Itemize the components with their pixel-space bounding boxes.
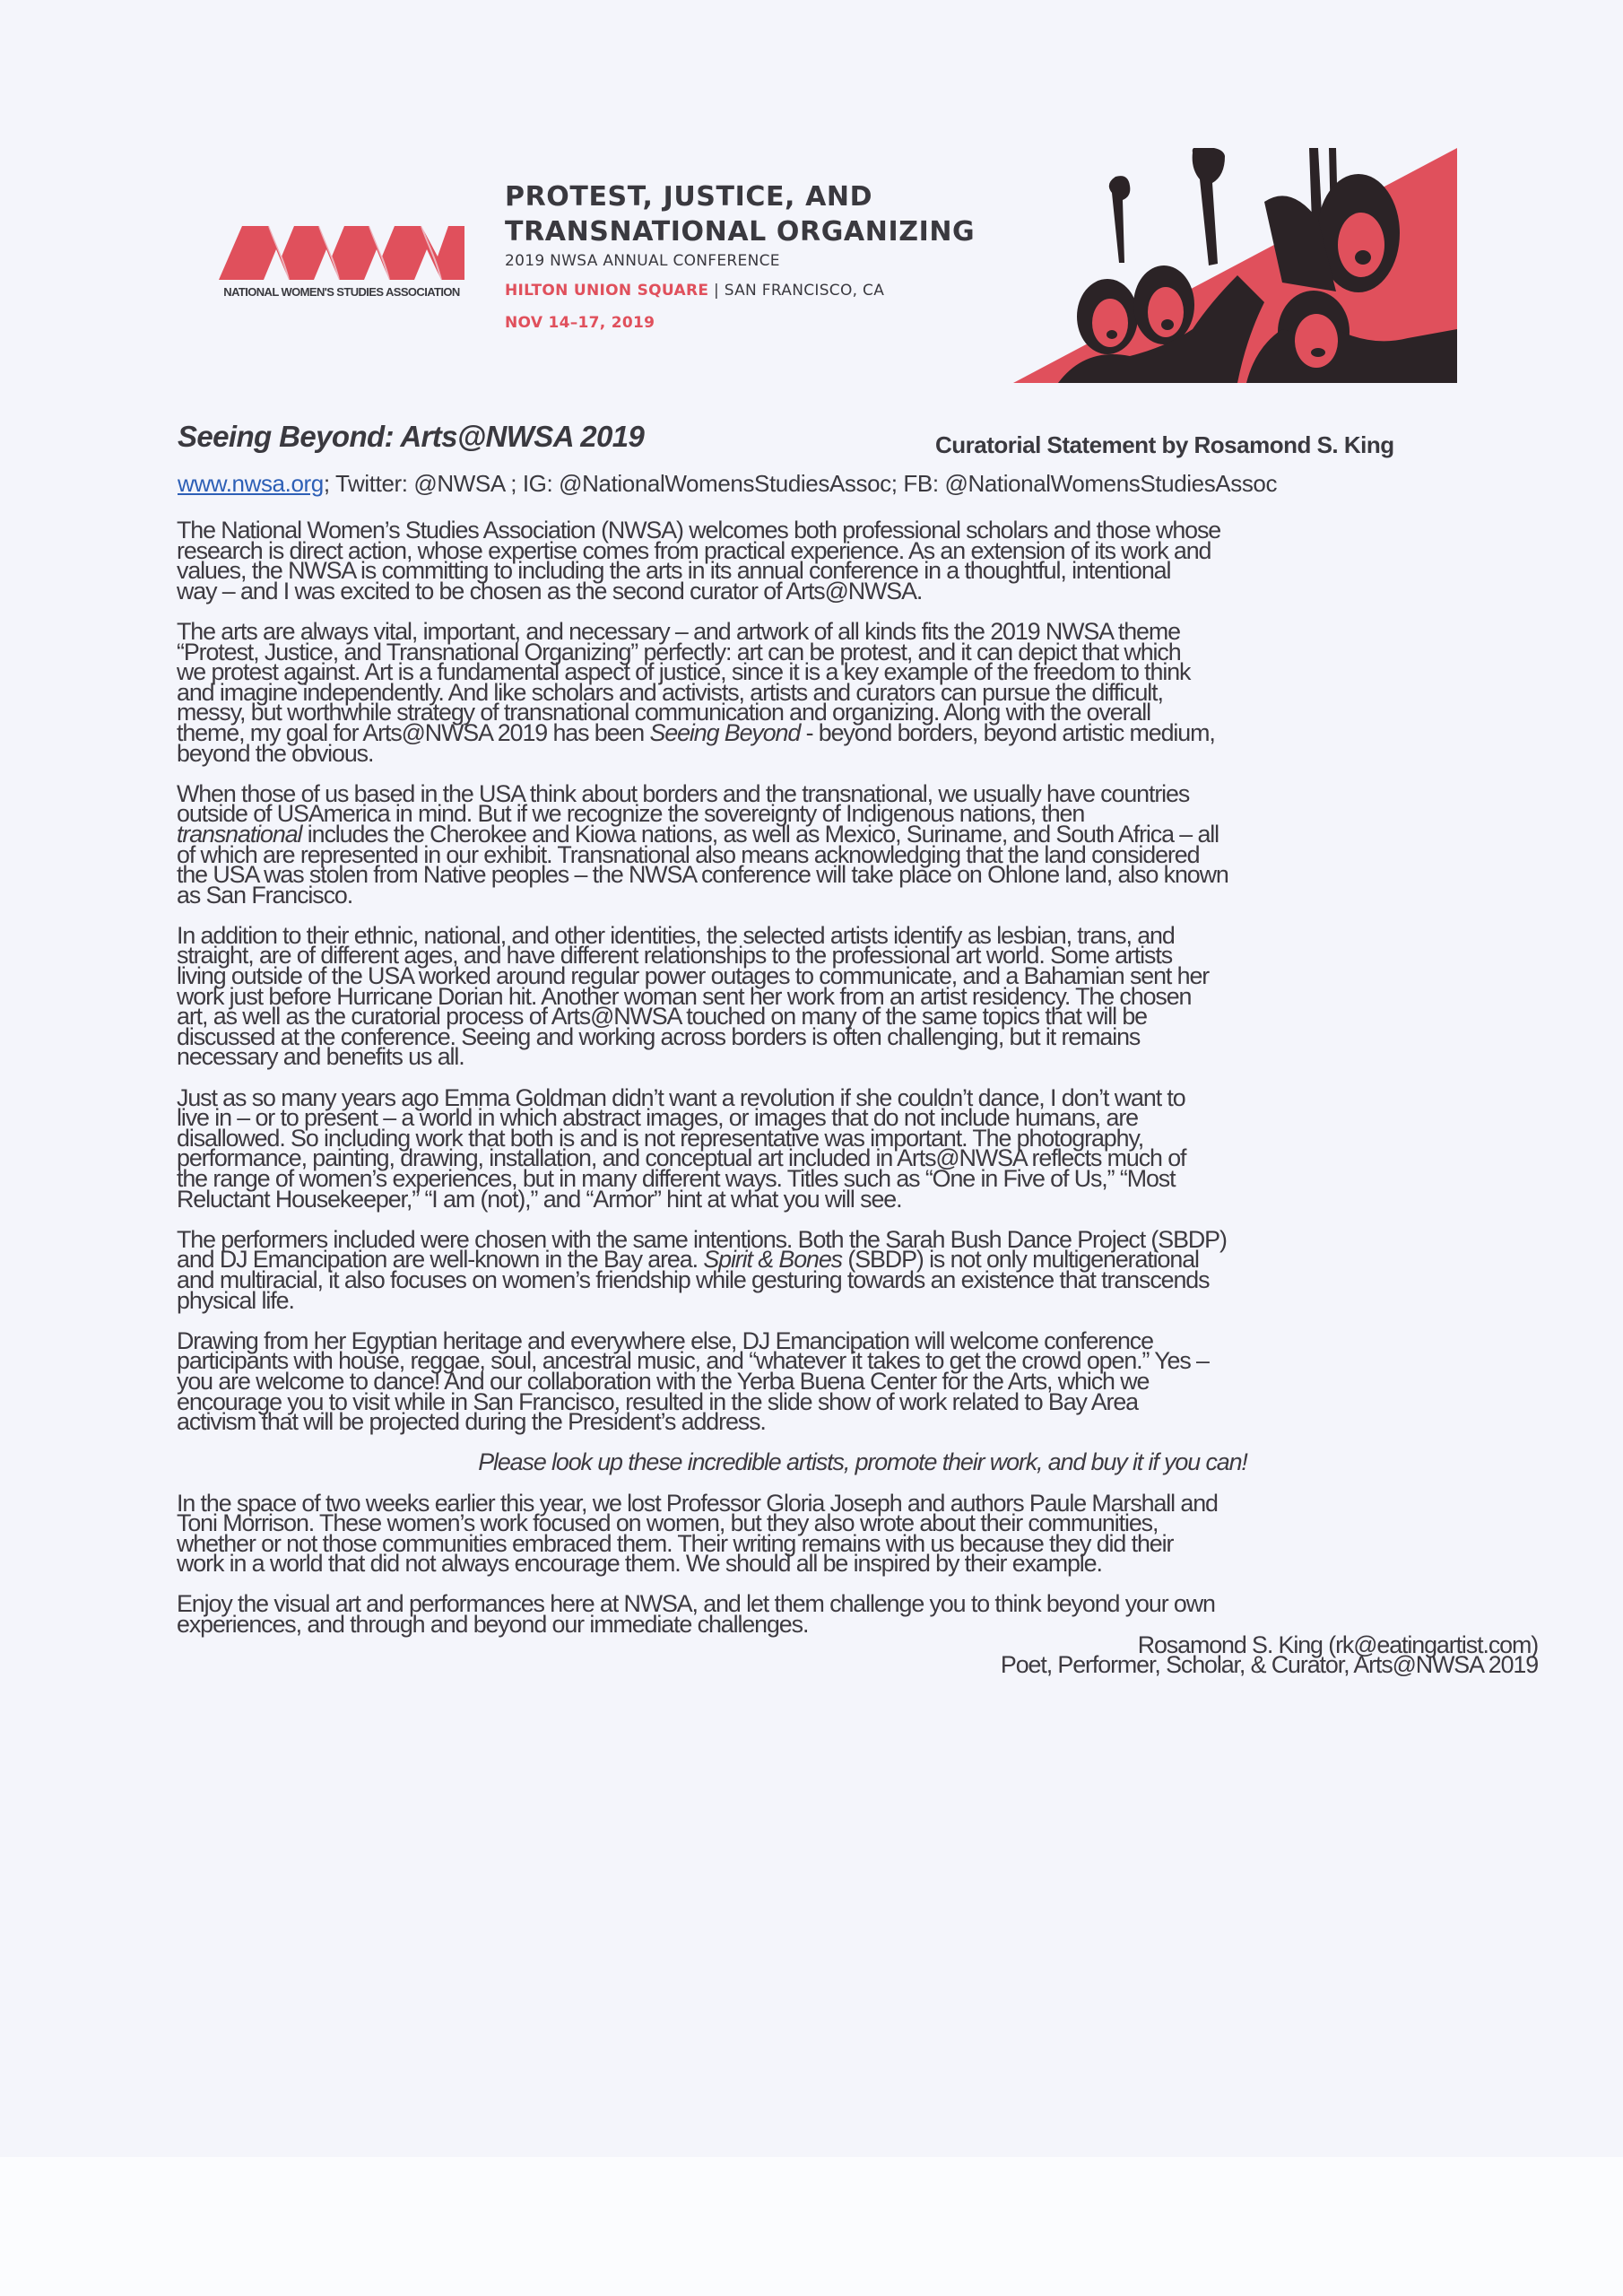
signature-name: Rosamond S. King (rk@eatingartist.com) — [1137, 1631, 1539, 1658]
paragraph-line: work in a world that did not always encourage them. We should all be inspired by their example. — [177, 1550, 1102, 1578]
paragraph-line: you are welcome to dance! And our collaboration with the Yerba Buena Center for the Arts, which we — [177, 1367, 1150, 1395]
paragraph-line: When those of us based in the USA think about borders and the transnational, we usually have countries — [177, 779, 1190, 807]
page-bottom-margin — [0, 2157, 1623, 2296]
paragraph — [177, 517, 1549, 604]
paragraph-line: living outside of the USA worked around regular power outages to communicate, and a Bahamian sent her — [177, 962, 1210, 990]
document-title: Seeing Beyond: Arts@NWSA 2019 — [178, 420, 645, 453]
paragraph — [177, 1590, 1549, 1639]
paragraph-line: performance, painting, drawing, installation, and conceptual art included in Arts@NWSA reflects much of — [177, 1144, 1186, 1172]
logo-caption: NATIONAL WOMEN'S STUDIES ASSOCIATION — [223, 285, 460, 299]
paragraph-line: as San Francisco. — [177, 881, 353, 909]
paragraph-line: participants with house, reggae, soul, ancestral music, and “whatever it takes to get the crowd open.” Yes – — [177, 1347, 1209, 1375]
paragraph-line: messy, but worthwhile strategy of transnational communication and organizing. Along with the overall — [177, 699, 1151, 726]
paragraph-line: activism that will be projected during the President’s address. — [177, 1408, 766, 1436]
italic-phrase: Seeing Beyond — [649, 718, 801, 746]
paragraph — [177, 1326, 1549, 1436]
paragraph-line: disallowed. So including work that both is and is not representative was important. The photography, — [177, 1124, 1144, 1152]
conference-title-line2: TRANSNATIONAL ORGANIZING — [505, 216, 976, 248]
line-segment: includes the Cherokee and Kiowa nations, as well as Mexico, Suriname, and South Africa – all — [301, 820, 1219, 848]
conference-info — [505, 179, 975, 332]
paragraph-line — [177, 718, 1540, 746]
paragraph — [177, 617, 1549, 767]
social-handles: ; Twitter: @NWSA ; IG: @NationalWomensStudiesAssoc; FB: @NationalWomensStudiesAssoc — [323, 470, 1278, 497]
paragraph-line: live in – or to present – a world in which abstract images, or images that do not include humans, are — [177, 1104, 1139, 1132]
paragraph-line: research is direct action, whose expertise comes from practical experience. As an extension of its work and — [177, 536, 1211, 564]
conference-dates: NOV 14–17, 2019 — [505, 314, 655, 332]
line-segment: - beyond borders, beyond artistic medium, — [800, 718, 1215, 746]
conference-title-line1: PROTEST, JUSTICE, AND — [505, 181, 873, 213]
paragraph-line: “Protest, Justice, and Transnational Organizing” perfectly: art can be protest, and it can depict that which — [177, 638, 1181, 665]
conference-venue — [505, 282, 975, 300]
paragraph-line: discussed at the conference. Seeing and working across borders is often challenging, but it remains — [177, 1022, 1141, 1050]
line-segment: (SBDP) is not only multigenerational — [841, 1246, 1199, 1274]
paragraph — [177, 921, 1549, 1071]
callout-text: Please look up these incredible artists, promote their work, and buy it if you can! — [478, 1448, 1247, 1476]
line-segment: theme, my goal for Arts@NWSA 2019 has been — [177, 718, 650, 746]
paragraph-line: experiences, and through and beyond our immediate challenges. — [177, 1611, 809, 1639]
signature-role: Poet, Performer, Scholar, & Curator, Arts@NWSA 2019 — [1000, 1651, 1539, 1679]
contact-links — [178, 470, 1541, 498]
conference-subtitle: 2019 NWSA ANNUAL CONFERENCE — [505, 252, 780, 270]
paragraph-line: necessary and benefits us all. — [177, 1043, 464, 1071]
paragraph-line: way – and I was excited to be chosen as the second curator of Arts@NWSA. — [177, 577, 923, 604]
italic-phrase: transnational — [177, 820, 302, 848]
venue-name: HILTON UNION SQUARE — [505, 282, 709, 300]
statement-body — [177, 517, 1549, 1679]
paragraph-line: Just as so many years ago Emma Goldman didn’t want a revolution if she couldn’t dance, I don’t want to — [177, 1083, 1185, 1111]
paragraph-line: and imagine independently. And like scholars and activists, artists and curators can pursue the difficult, — [177, 678, 1163, 706]
paragraph — [177, 779, 1549, 909]
paragraph-line: we protest against. Art is a fundamental aspect of justice, since it is a key example of the freedom to think — [177, 658, 1191, 686]
paragraph-line: In the space of two weeks earlier this year, we lost Professor Gloria Joseph and authors Paule Marshall and — [177, 1489, 1218, 1517]
paragraph — [177, 1083, 1549, 1213]
paragraph-line: work just before Hurricane Dorian hit. Another woman sent her work from an artist residency. The chosen — [177, 982, 1192, 1010]
paragraph-line: art, as well as the curatorial process of Arts@NWSA touched on many of the same topics that will be — [177, 1003, 1147, 1031]
paragraph-line: the range of women’s experiences, but in many different ways. Titles such as “One in Five of Us,” “Most — [177, 1165, 1176, 1192]
line-segment: and DJ Emancipation are well-known in the Bay area. — [177, 1246, 704, 1274]
nwsa-logo-mark-icon — [219, 222, 464, 282]
website-link[interactable]: www.nwsa.org — [178, 470, 324, 497]
paragraph-line: and multiracial, it also focuses on women’s friendship while gesturing towards an existence that transcends — [177, 1265, 1210, 1293]
document-subtitle: Curatorial Statement by Rosamond S. King — [935, 431, 1394, 458]
paragraph-line: whether or not those communities embraced them. Their writing remains with us because they did their — [177, 1529, 1174, 1557]
protest-banner-image — [1013, 148, 1457, 383]
paragraph-line: Drawing from her Egyptian heritage and everywhere else, DJ Emancipation will welcome conference — [177, 1326, 1153, 1354]
paragraph-line: The National Women’s Studies Association (NWSA) welcomes both professional scholars and those whose — [177, 517, 1221, 544]
paragraph-line: of which are represented in our exhibit. Transnational also means acknowledging that the land considered — [177, 840, 1200, 868]
paragraph-line: Reluctant Housekeeper,” “I am (not),” and “Armor” hint at what you will see. — [177, 1185, 902, 1213]
venue-city: SAN FRANCISCO, CA — [724, 282, 885, 300]
paragraph-line: The performers included were chosen with the same intentions. Both the Sarah Bush Dance Project (SBDP) — [177, 1225, 1227, 1253]
paragraph-line: the USA was stolen from Native peoples – the NWSA conference will take place on Ohlone land, also known — [177, 861, 1228, 889]
paragraph-line: values, the NWSA is committing to including the arts in its annual conference in a thoughtful, intentional — [177, 557, 1171, 585]
paragraph-line: Toni Morrison. These women’s work focused on women, but they also wrote about their communities, — [177, 1509, 1159, 1537]
nwsa-logo — [212, 222, 472, 312]
paragraph-line: encourage you to visit while in San Francisco, resulted in the slide show of work related to Bay Area — [177, 1387, 1139, 1415]
paragraph-line: The arts are always vital, important, and necessary – and artwork of all kinds fits the 2019 NWSA theme — [177, 617, 1180, 645]
venue-separator: | — [708, 282, 725, 300]
paragraph — [177, 1489, 1549, 1578]
paragraph-line: In addition to their ethnic, national, and other identities, the selected artists identify as lesbian, trans, and — [177, 921, 1175, 949]
paragraph — [177, 1225, 1549, 1314]
paragraph-line: Enjoy the visual art and performances here at NWSA, and let them challenge you to think beyond your own — [177, 1590, 1215, 1618]
paragraph-line: straight, are of different ages, and have different relationships to the professional art world. Some artists — [177, 942, 1173, 970]
paragraph-line: beyond the obvious. — [177, 739, 374, 767]
paragraph-line: physical life. — [177, 1286, 294, 1314]
italic-phrase: Spirit & Bones — [703, 1246, 842, 1274]
paragraph-line: outside of USAmerica in mind. But if we recognize the sovereignty of Indigenous nations, then — [177, 800, 1085, 828]
